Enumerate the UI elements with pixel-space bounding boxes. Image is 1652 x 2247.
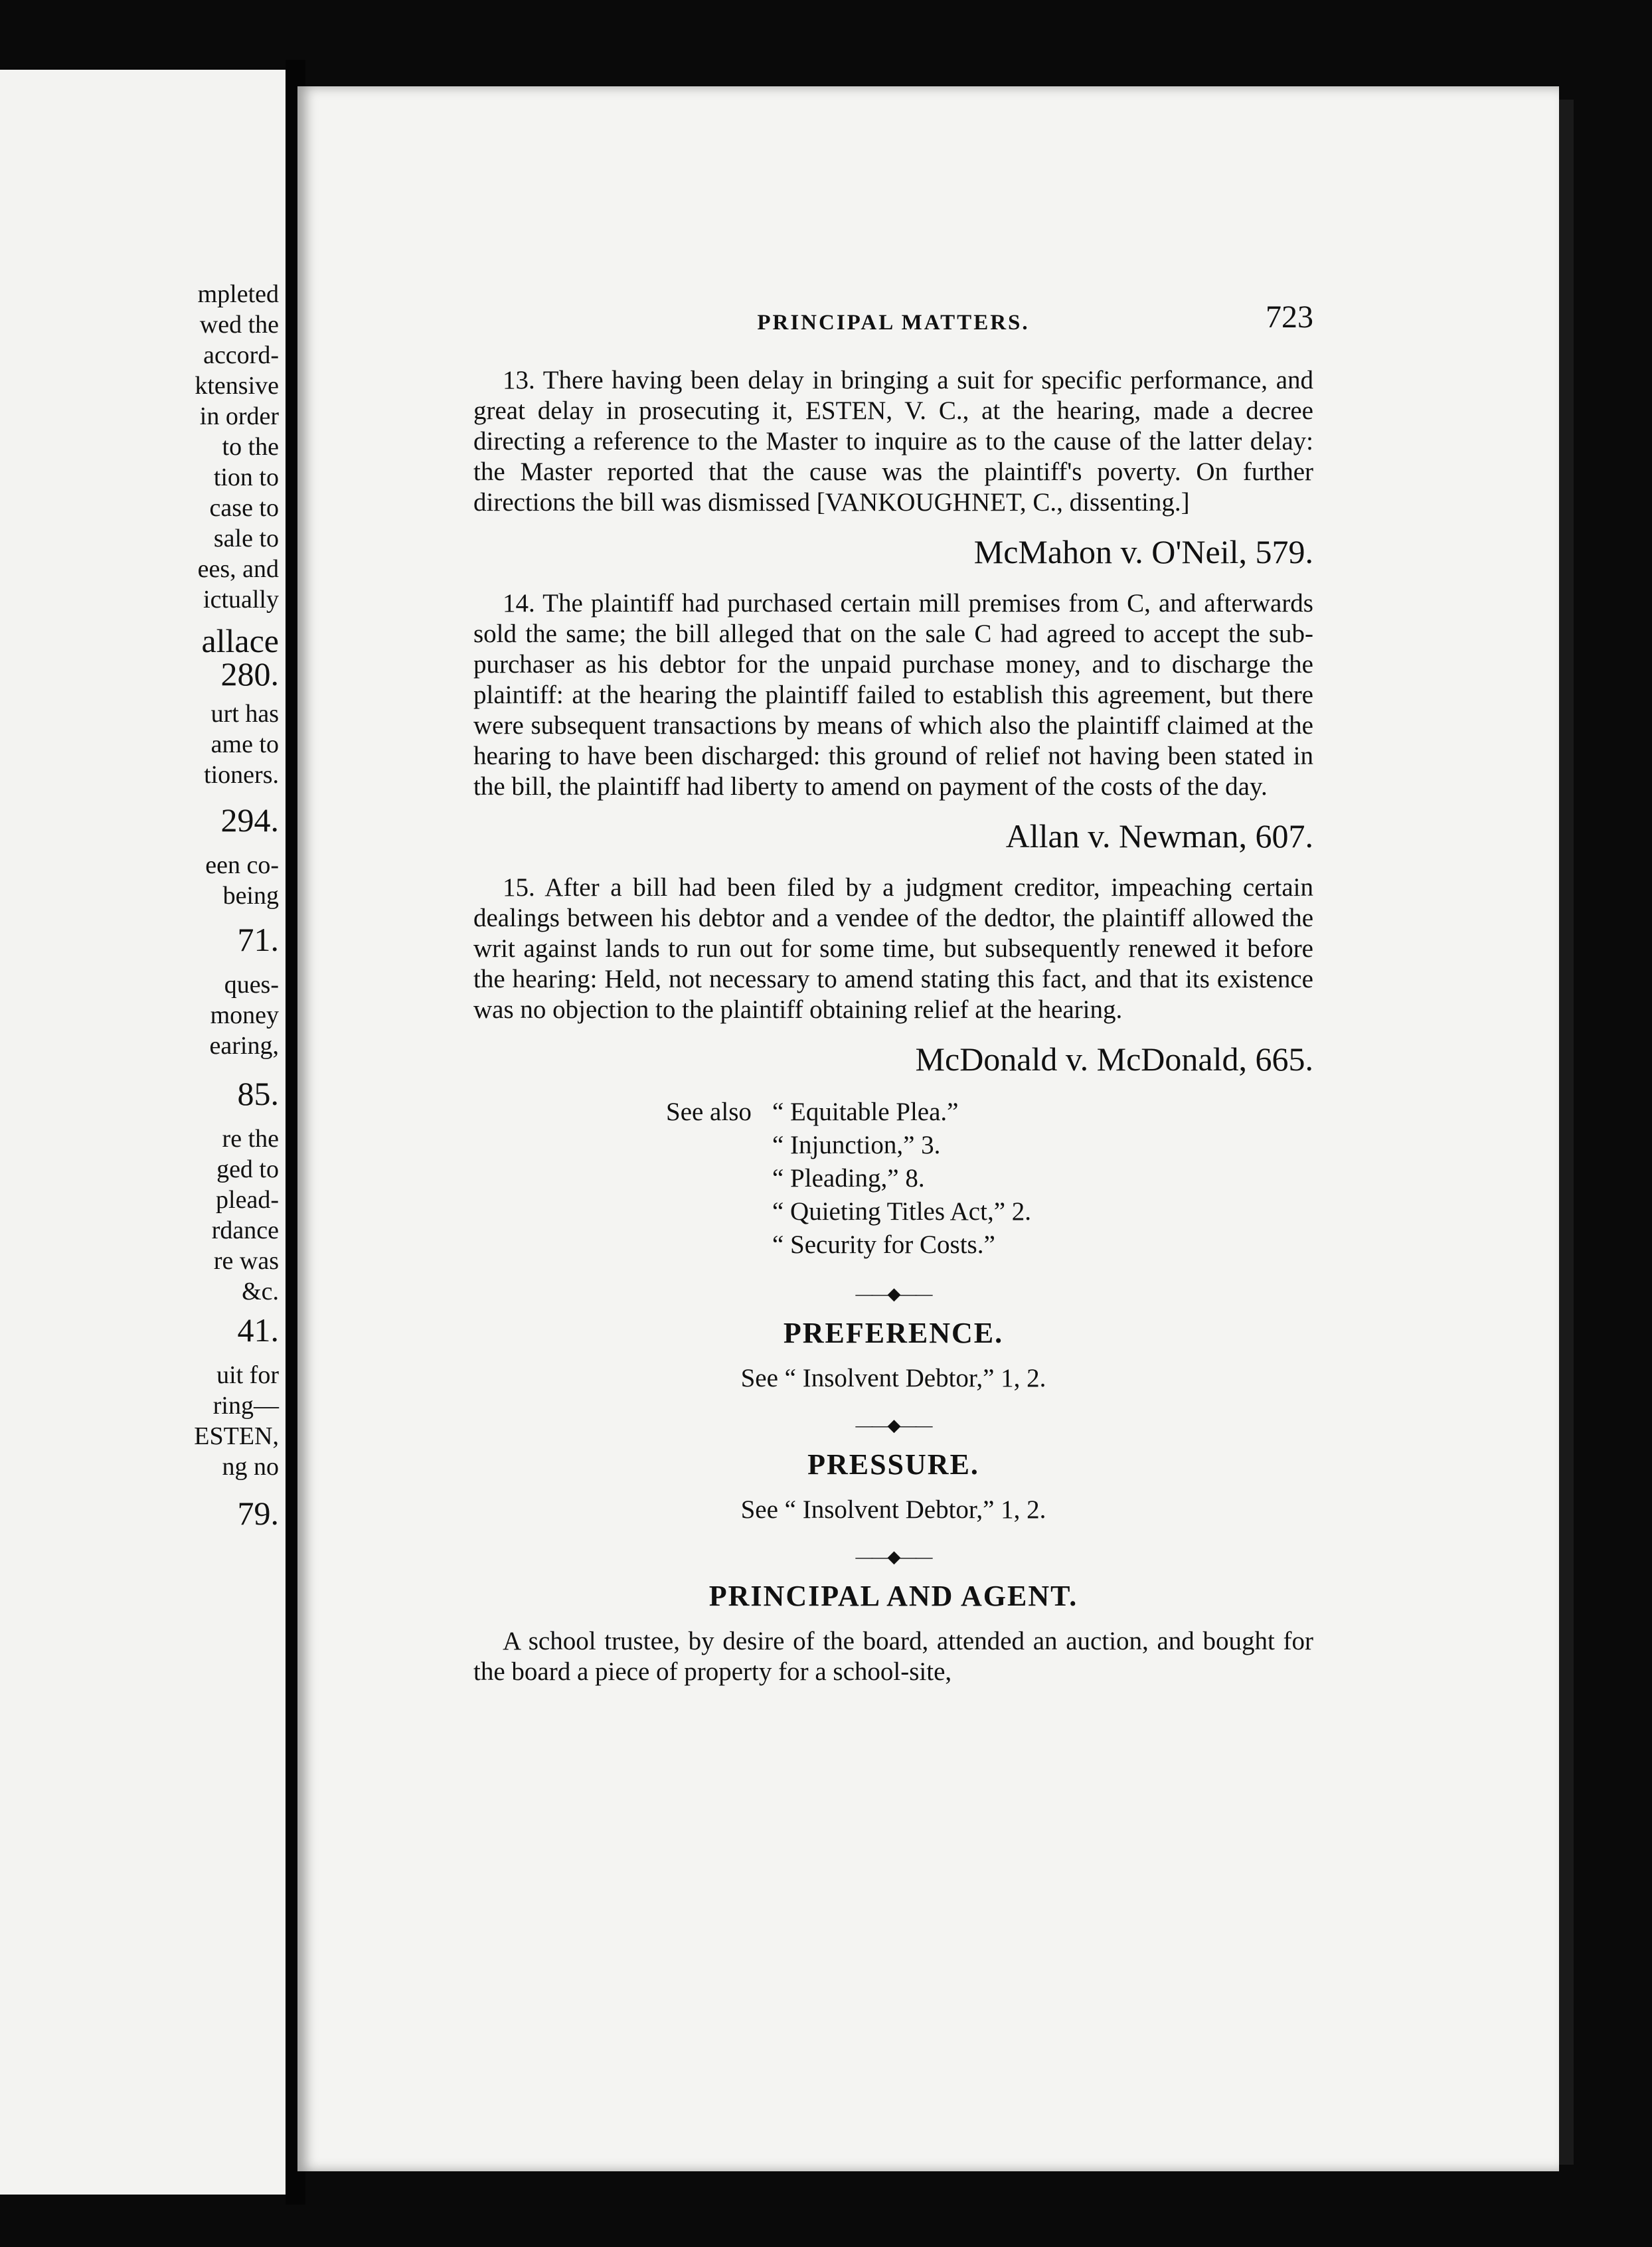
left-page-text-fragment: 71. — [237, 921, 279, 958]
left-page-text-fragment: 79. — [237, 1495, 279, 1532]
case-citation-13: McMahon v. O'Neil, 579. — [973, 533, 1313, 570]
left-page-text-fragment: ged to — [216, 1155, 279, 1183]
see-also-list — [666, 1096, 1313, 1262]
entry-13: 13. There having been delay in bringing a suit for specific performance, and great delay in prosecuting it, ESTEN, V. C., at the hearing, made a decree directing a reference to the Master to inquire as to the cause of the latter delay: the Master reported that the cause was the plaintiff's poverty. On further directions the bill was dismissed [VANKOUGHNET, C., dissenting.] — [473, 366, 1313, 517]
left-page-text-fragment: een co- — [205, 851, 279, 879]
section-heading-principal-and-agent: PRINCIPAL AND AGENT. — [708, 1580, 1078, 1612]
left-page-text-fragment: plead- — [216, 1186, 279, 1214]
left-page-text-fragment: ees, and — [197, 555, 279, 583]
entry-15: 15. After a bill had been filed by a judgment creditor, impeaching certain dealings between his debtor and a vendee of the dedtor, the plaintiff allowed the writ against lands to run out for some time, but subsequently renewed it before the hearing: Held, not necessary to amend stating this fact, and that its existence was no objection to the plaintiff obtaining relief at the hearing. — [473, 873, 1313, 1024]
left-page-fragment — [0, 70, 286, 2195]
page-edge — [1559, 100, 1574, 2165]
page-number: 723 — [1266, 299, 1313, 335]
section-rule: ——◆—— — [855, 1547, 932, 1566]
section-rule: ——◆—— — [855, 1416, 932, 1435]
see-also-item: “ Injunction,” 3. — [772, 1131, 941, 1159]
left-page-text-fragment: 85. — [237, 1075, 279, 1112]
left-page-text-fragment: earing, — [209, 1032, 279, 1060]
left-page-text-fragment: re the — [222, 1125, 279, 1153]
left-page-text-fragment: ring— — [212, 1392, 279, 1420]
left-page-text-fragment: money — [210, 1001, 279, 1029]
left-page-text-fragment: wed the — [199, 311, 279, 339]
left-page-text-fragment: &c. — [242, 1278, 279, 1305]
left-page-text-fragment: ktensive — [195, 372, 279, 400]
running-head-title: PRINCIPAL MATTERS. — [757, 311, 1030, 335]
case-citation-14: Allan v. Newman, 607. — [1005, 817, 1313, 855]
left-page-text-fragment: 294. — [220, 801, 279, 839]
left-page-text-fragment: 41. — [237, 1311, 279, 1349]
see-also-item: “ Quieting Titles Act,” 2. — [772, 1197, 1031, 1226]
case-citation-15: McDonald v. McDonald, 665. — [915, 1040, 1313, 1078]
left-page-text-fragment: ame to — [210, 730, 279, 758]
left-page-text-fragment: 280. — [220, 655, 279, 693]
left-page-text-fragment: tion to — [213, 463, 279, 491]
see-reference-preference: See “ Insolvent Debtor,” 1, 2. — [740, 1364, 1046, 1392]
right-page — [297, 86, 1559, 2171]
left-page-text-fragment: uit for — [216, 1361, 279, 1389]
left-page-text-fragment: mpleted — [197, 280, 279, 308]
left-page-text-fragment: accord- — [203, 341, 279, 369]
see-also-label: See also — [666, 1098, 752, 1126]
left-page-text-fragment: rdance — [211, 1216, 279, 1244]
page-content — [473, 299, 1313, 1687]
left-page-text-fragment: case to — [209, 494, 279, 522]
left-page-text-fragment: ng no — [222, 1453, 279, 1481]
principal-agent-text: A school trustee, by desire of the board, attended an auction, and bought for the board a piece of property for a school-site, — [473, 1627, 1313, 1686]
running-head — [473, 299, 1313, 345]
section-heading-preference: PREFERENCE. — [783, 1317, 1004, 1349]
section-rule: ——◆—— — [855, 1284, 932, 1303]
left-page-text-fragment: to the — [222, 433, 279, 461]
left-page-text-fragment: allace — [201, 622, 279, 659]
see-also-item: “ Equitable Plea.” — [772, 1098, 959, 1126]
left-page-text-fragment: sale to — [213, 525, 279, 552]
section-heading-pressure: PRESSURE. — [807, 1448, 979, 1481]
left-page-text-fragment: ictually — [203, 586, 279, 614]
see-also-item: “ Pleading,” 8. — [772, 1164, 925, 1193]
left-page-text-fragment: tioners. — [204, 761, 279, 789]
left-page-text-fragment: in order — [199, 402, 279, 430]
see-also-item: “ Security for Costs.” — [772, 1230, 995, 1259]
left-page-text-fragment: ques- — [224, 971, 279, 999]
entry-14: 14. The plaintiff had purchased certain mill premises from C, and afterwards sold the same; the bill alleged that on the sale C had agreed to accept the sub-purchaser as his debtor for the unpaid purchase money, and to discharge the plaintiff: at the hearing the plaintiff failed to establish this agreement, but there were subsequent transactions by means of which also the plaintiff claimed at the hearing to have been discharged: this ground of relief not having been stated in the bill, the plaintiff had liberty to amend on payment of the costs of the day. — [473, 589, 1313, 801]
left-page-text-fragment: re was — [213, 1247, 279, 1275]
left-page-text-fragment: urt has — [210, 700, 279, 728]
left-page-text-fragment: being — [222, 882, 279, 910]
left-page-text-fragment: ESTEN, — [194, 1422, 279, 1450]
see-reference-pressure: See “ Insolvent Debtor,” 1, 2. — [740, 1495, 1046, 1524]
